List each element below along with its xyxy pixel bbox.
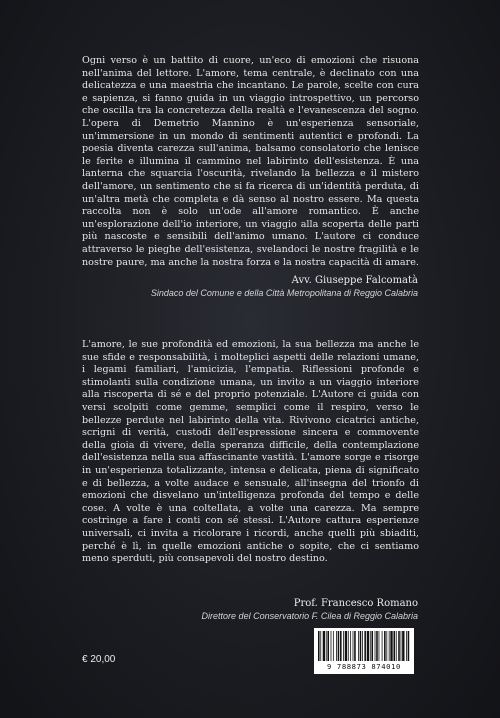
testimonial-2-text: L'amore, le sue profondità ed emozioni, la sua bellezza ma anche le sue sfide e responsabilità, i molteplici aspetti delle relazioni umane, i legami familiari, l'amicizia, l'empatia. Riflessioni profonde e stimolanti sulla condizione umana, un invito a un viaggio interiore alla riscoperta di sé e del proprio potenziale. L'Autore ci guida con versi scolpiti come gemme, semplici come il respiro, verso le bellezze perdute nel labirinto della vita. Rivivono cicatrici antiche, scrigni di verità, custodi dell'espressione sincera e commovente della gioia di vivere, della speranza difficile, della contemplazione dell'esistenza nella sua affascinante vastità. L'amore sorge e risorge in un'esperienza totalizzante, intensa e delicata, piena di significato e di bellezza, a volte audace e sensuale, all'insegna del trionfo di emozioni che disvelano un'intelligenza profonda del tempo e delle cose. A volte è una coltellata, a volte una carezza. Ma sempre costringe a fare i conti con sé stessi. L'Autore cattura esperienze universali, ci invita a ricolorare i ricordi, anche quelli più sbiaditi, perché è lì, in quelle emozioni antiche o sopite, che ci sentiamo meno sperduti, più consapevoli del nostro destino.	[82, 339, 419, 565]
barcode	[314, 628, 414, 674]
barcode-bar	[354, 631, 356, 661]
barcode-bar	[393, 631, 395, 661]
barcode-bar	[398, 631, 400, 661]
testimonial-2-signature-role: Direttore del Conservatorio F. Cilea di Reggio Calabria	[201, 611, 418, 621]
barcode-bar	[406, 631, 407, 661]
barcode-bar	[320, 631, 321, 661]
barcode-bar	[362, 631, 363, 661]
barcode-bar	[370, 631, 371, 661]
testimonial-1-signature-name: Avv. Giuseppe Falcomatà	[291, 275, 418, 286]
barcode-bar	[353, 631, 354, 661]
barcode-bar	[327, 631, 329, 661]
barcode-bar	[390, 631, 392, 661]
barcode-bar	[338, 631, 340, 661]
barcode-number: 9 788873 874010	[327, 662, 401, 671]
barcode-bar	[340, 631, 342, 661]
barcode-bar	[318, 631, 320, 661]
barcode-bar	[358, 631, 359, 661]
barcode-bar	[375, 631, 376, 661]
barcode-bar	[326, 631, 327, 661]
barcode-bar	[379, 631, 380, 661]
barcode-bar	[401, 631, 402, 661]
barcode-bar	[336, 631, 337, 661]
barcode-bar	[367, 631, 369, 661]
barcode-bar	[333, 631, 334, 661]
barcode-bar	[360, 631, 362, 661]
barcode-bar	[396, 631, 397, 661]
barcode-bars	[318, 631, 410, 661]
barcode-bar	[364, 631, 366, 661]
barcode-bar	[345, 631, 347, 661]
barcode-bar	[386, 631, 387, 661]
barcode-bar	[408, 631, 410, 661]
barcode-bar	[343, 631, 344, 661]
barcode-bar	[323, 631, 325, 661]
barcode-bar	[382, 631, 383, 661]
testimonial-1-text: Ogni verso è un battito di cuore, un'eco di emozioni che risuona nell'anima del lettore. L'amore, tema centrale, è declinato con una delicatezza e una maestria che incantano. Le parole, scelte con cura e sapienza, si fanno guida in un viaggio introspettivo, un percorso che oscilla tra la concretezza della realtà e l'evanescenza del sogno. L'opera di Demetrio Mannino è un'esperienza sensoriale, un'immersione in un mondo di sentimenti autentici e profondi. La poesia diventa carezza sull'anima, balsamo consolatorio che lenisce le ferite e illumina il cammino nel labirinto dell'esistenza. È una lanterna che squarcia l'oscurità, rivelando la bellezza e il mistero dell'amore, un sentimento che si fa ricerca di un'identità perduta, di un'altra metà che completa e dà senso al nostro essere. Ma questa raccolta non è solo un'ode all'amore romantico. È anche un'esplorazione dell'io interiore, un viaggio alla scoperta delle parti più nascoste e sensibili dell'animo umano. L'autore ci conduce attraverso le pieghe dell'esistenza, svelandoci le nostre fragilità e le nostre paure, ma anche la nostra forza e la nostra capacità di amare.	[82, 55, 419, 268]
barcode-bar	[331, 631, 332, 661]
barcode-bar	[389, 631, 390, 661]
barcode-bar	[348, 631, 349, 661]
barcode-bar	[350, 631, 351, 661]
price-label: € 20,00	[82, 654, 116, 665]
testimonial-1-signature-role: Sindaco del Comune e della Città Metropolitana di Reggio Calabria	[150, 288, 418, 298]
barcode-bar	[376, 631, 378, 661]
testimonial-2-signature-name: Prof. Francesco Romano	[293, 598, 418, 609]
barcode-bar	[371, 631, 373, 661]
barcode-bar	[384, 631, 386, 661]
barcode-bar	[402, 631, 404, 661]
